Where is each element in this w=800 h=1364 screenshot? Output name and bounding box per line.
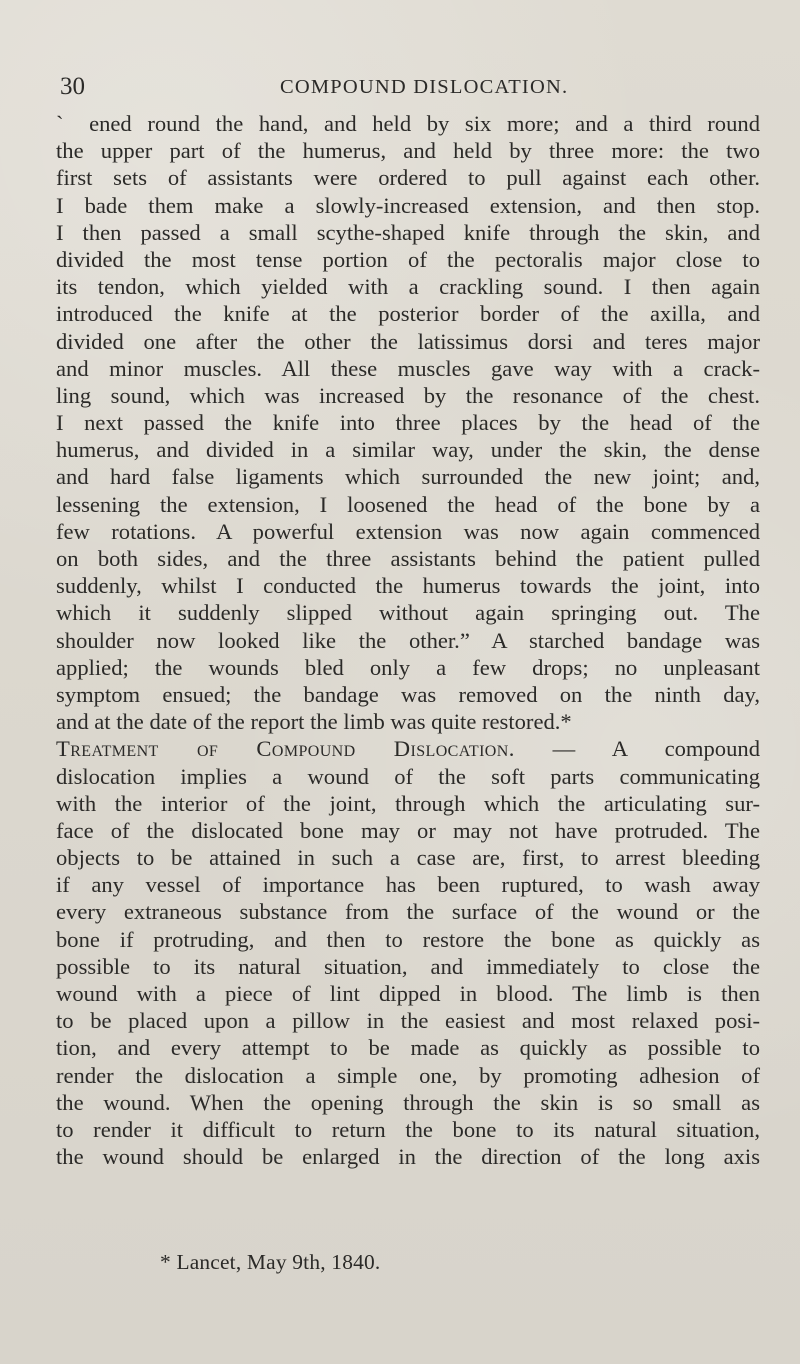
text-line: on both sides, and the three assistants behind the patient pulled bbox=[56, 546, 760, 571]
text-line: if any vessel of importance has been ruptured, to wash away bbox=[56, 872, 760, 898]
section-heading: Treatment of Compound Dislocation. bbox=[56, 736, 515, 762]
text-line: bone if protruding, and then to restore the bone as quickly as bbox=[56, 926, 760, 952]
section-heading-line bbox=[56, 735, 760, 762]
text-line: ˋ ened round the hand, and held by six more; and a third round bbox=[56, 111, 760, 136]
text-line: the wound. When the opening through the skin is so small as bbox=[56, 1089, 760, 1115]
text-line: divided one after the other the latissimus dorsi and teres major bbox=[56, 328, 760, 354]
text-line: shoulder now looked like the other.” A starched bandage was bbox=[56, 627, 760, 653]
text-line: to be placed upon a pillow in the easiest and most relaxed posi- bbox=[56, 1008, 760, 1034]
text-line: introduced the knife at the posterior border of the axilla, and bbox=[56, 301, 760, 327]
text-line: face of the dislocated bone may or may not have protruded. The bbox=[56, 817, 760, 843]
text-line: and at the date of the report the limb was quite restored.* bbox=[56, 709, 572, 735]
text-line: lessening the extension, I loosened the head of the bone by a bbox=[56, 491, 760, 517]
footnote: * Lancet, May 9th, 1840. bbox=[160, 1250, 381, 1274]
text-line: I then passed a small scythe-shaped knife through the skin, and bbox=[56, 219, 760, 245]
text-line: the upper part of the humerus, and held by three more: the two bbox=[56, 138, 760, 164]
text-line: possible to its natural situation, and immediately to close the bbox=[56, 953, 760, 979]
text-line: and hard false ligaments which surrounded the new joint; and, bbox=[56, 464, 760, 490]
text-line: tion, and every attempt to be made as quickly as possible to bbox=[56, 1035, 760, 1061]
text-line: every extraneous substance from the surface of the wound or the bbox=[56, 899, 760, 925]
text-line: I next passed the knife into three places by the head of the bbox=[56, 410, 760, 436]
text-line: its tendon, which yielded with a crackling sound. I then again bbox=[56, 274, 760, 300]
text-line: which it suddenly slipped without again springing out. The bbox=[56, 600, 760, 626]
page-number: 30 bbox=[60, 73, 85, 100]
text-line: suddenly, whilst I conducted the humerus towards the joint, into bbox=[56, 573, 760, 599]
text-line: symptom ensued; the bandage was removed on the ninth day, bbox=[56, 681, 760, 707]
text-line: few rotations. A powerful extension was now again commenced bbox=[56, 518, 760, 544]
text-line: I bade them make a slowly-increased extension, and then stop. bbox=[56, 192, 760, 218]
text-line: applied; the wounds bled only a few drops; no unpleasant bbox=[56, 654, 760, 680]
section-heading-continuation: — A compound bbox=[514, 736, 760, 762]
text-line: ling sound, which was increased by the resonance of the chest. bbox=[56, 382, 760, 408]
text-line: wound with a piece of lint dipped in blood. The limb is then bbox=[56, 981, 760, 1006]
text-line: render the dislocation a simple one, by promoting adhesion of bbox=[56, 1062, 760, 1088]
text-line: divided the most tense portion of the pectoralis major close to bbox=[56, 246, 760, 272]
text-line: the wound should be enlarged in the direction of the long axis bbox=[56, 1144, 760, 1170]
text-line: with the interior of the joint, through which the articulating sur- bbox=[56, 790, 760, 816]
text-line: first sets of assistants were ordered to pull against each other. bbox=[56, 165, 760, 191]
text-line: objects to be attained in such a case are, first, to arrest bleeding bbox=[56, 845, 760, 871]
text-line: to render it difficult to return the bone to its natural situation, bbox=[56, 1116, 760, 1142]
text-line: and minor muscles. All these muscles gave way with a crack- bbox=[56, 355, 760, 381]
text-line: humerus, and divided in a similar way, under the skin, the dense bbox=[56, 437, 760, 463]
running-title: COMPOUND DISLOCATION. bbox=[280, 76, 569, 98]
text-line: dislocation implies a wound of the soft parts communicating bbox=[56, 763, 760, 789]
page-header bbox=[55, 72, 760, 112]
body-text bbox=[56, 110, 760, 1170]
